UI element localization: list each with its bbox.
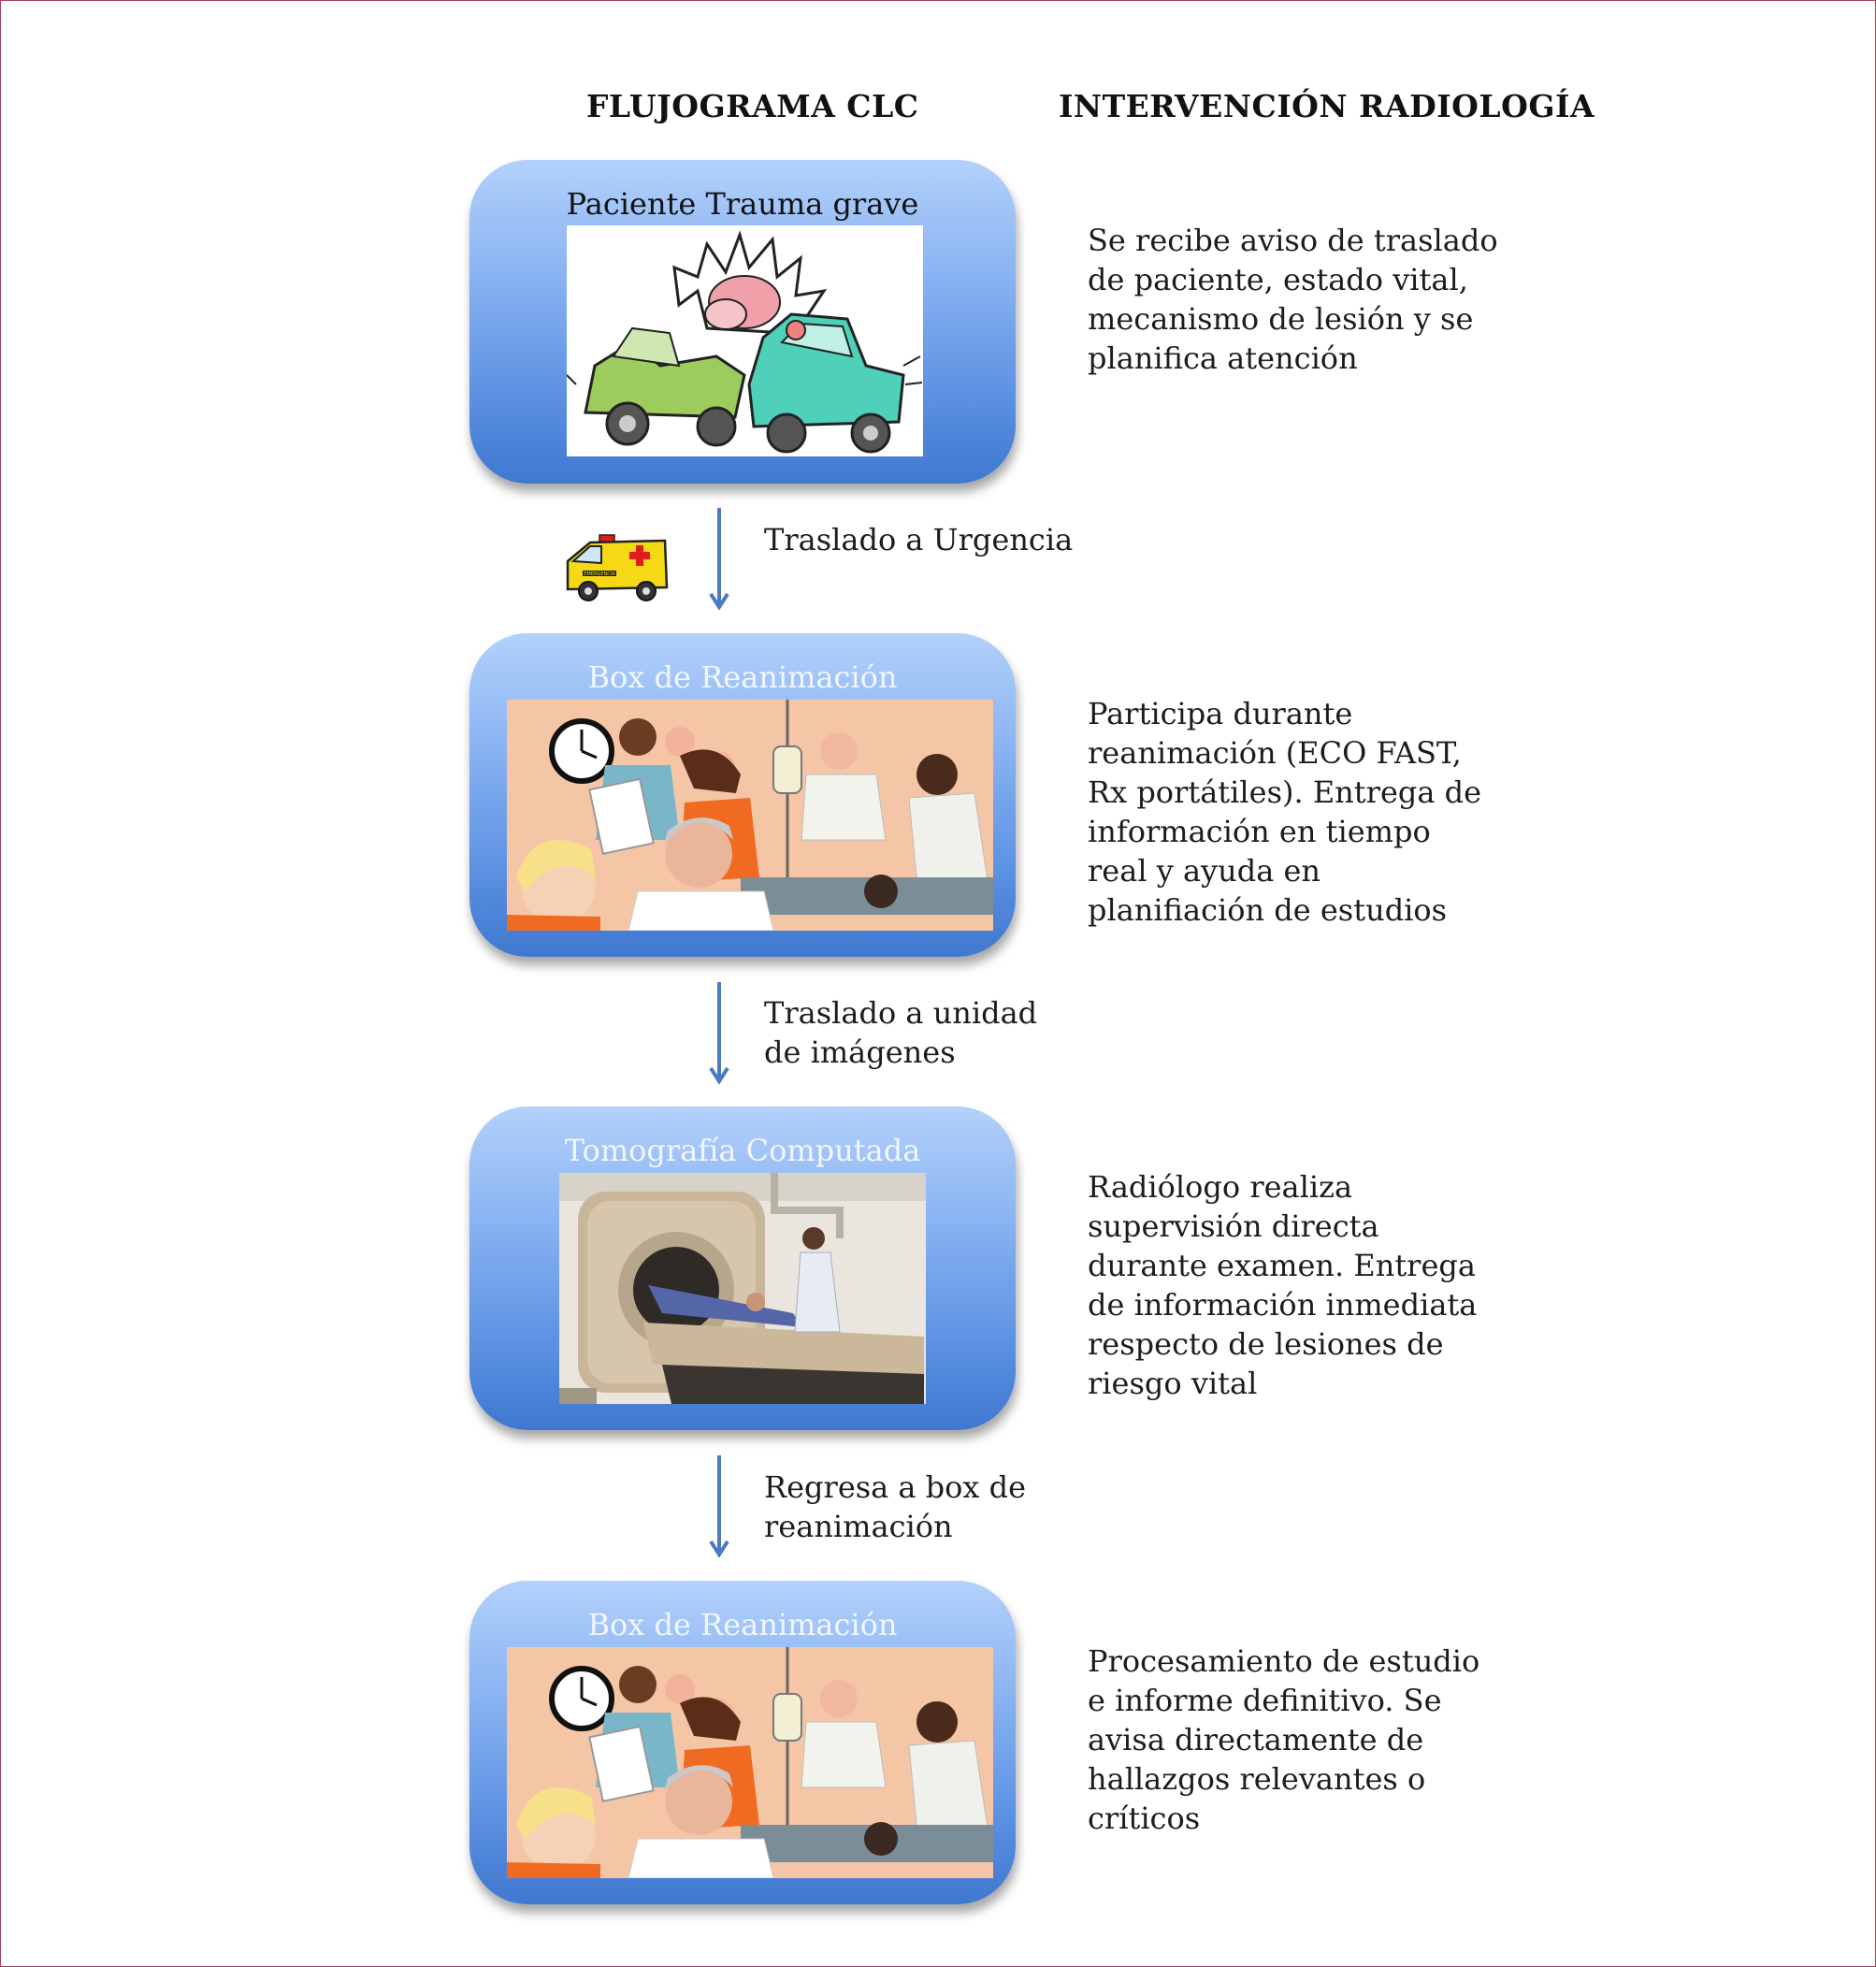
flow-arrow-1 <box>709 508 729 611</box>
ambulance-text: EMERGENCIA <box>584 571 615 577</box>
step-box-reanimacion-1 <box>469 633 1016 957</box>
transition-label-3: Regresa a box de reanimación <box>764 1469 1027 1544</box>
step-description-trauma: Se recibe aviso de traslado de paciente, estado vital, mecanismo de lesión y se planifica atención <box>1088 223 1498 376</box>
flow-arrow-3 <box>709 1455 729 1558</box>
step-description-reanimacion-2: Procesamiento de estudio e informe definitivo. Se avisa directamente de hallazgos relevantes o críticos <box>1088 1643 1480 1836</box>
step-description-reanimacion-1: Participa durante reanimación (ECO FAST, Rx portátiles). Entrega de información en tiempo real y ayuda en planifiación de estudios <box>1088 696 1482 928</box>
transition-label-2: Traslado a unidad de imágenes <box>764 995 1038 1070</box>
step-description-tomografia: Radiólogo realiza supervisión directa durante examen. Entrega de información inmediata respecto de lesiones de riesgo vital <box>1088 1169 1478 1401</box>
step-title-tomografia: Tomografía Computada <box>564 1133 921 1168</box>
step-title-reanimacion-1: Box de Reanimación <box>587 659 898 695</box>
transition-label-1: Traslado a Urgencia <box>764 522 1074 557</box>
step-box-reanimacion-2 <box>469 1581 1016 1904</box>
resuscitation-team-illustration-2 <box>507 1647 993 1878</box>
flow-arrow-2 <box>709 982 729 1085</box>
ct-scanner-photo <box>559 1173 926 1404</box>
header-flujograma: FLUJOGRAMA CLC <box>586 88 919 124</box>
resuscitation-team-illustration-1 <box>507 700 993 931</box>
car-crash-illustration <box>567 225 923 456</box>
step-title-reanimacion-2: Box de Reanimación <box>587 1607 898 1642</box>
step-box-trauma <box>469 160 1016 484</box>
step-title-trauma: Paciente Trauma grave <box>566 186 919 222</box>
ambulance-icon <box>562 533 671 604</box>
step-box-tomografia <box>469 1106 1016 1430</box>
header-intervencion: INTERVENCIÓN RADIOLOGÍA <box>1059 88 1595 124</box>
